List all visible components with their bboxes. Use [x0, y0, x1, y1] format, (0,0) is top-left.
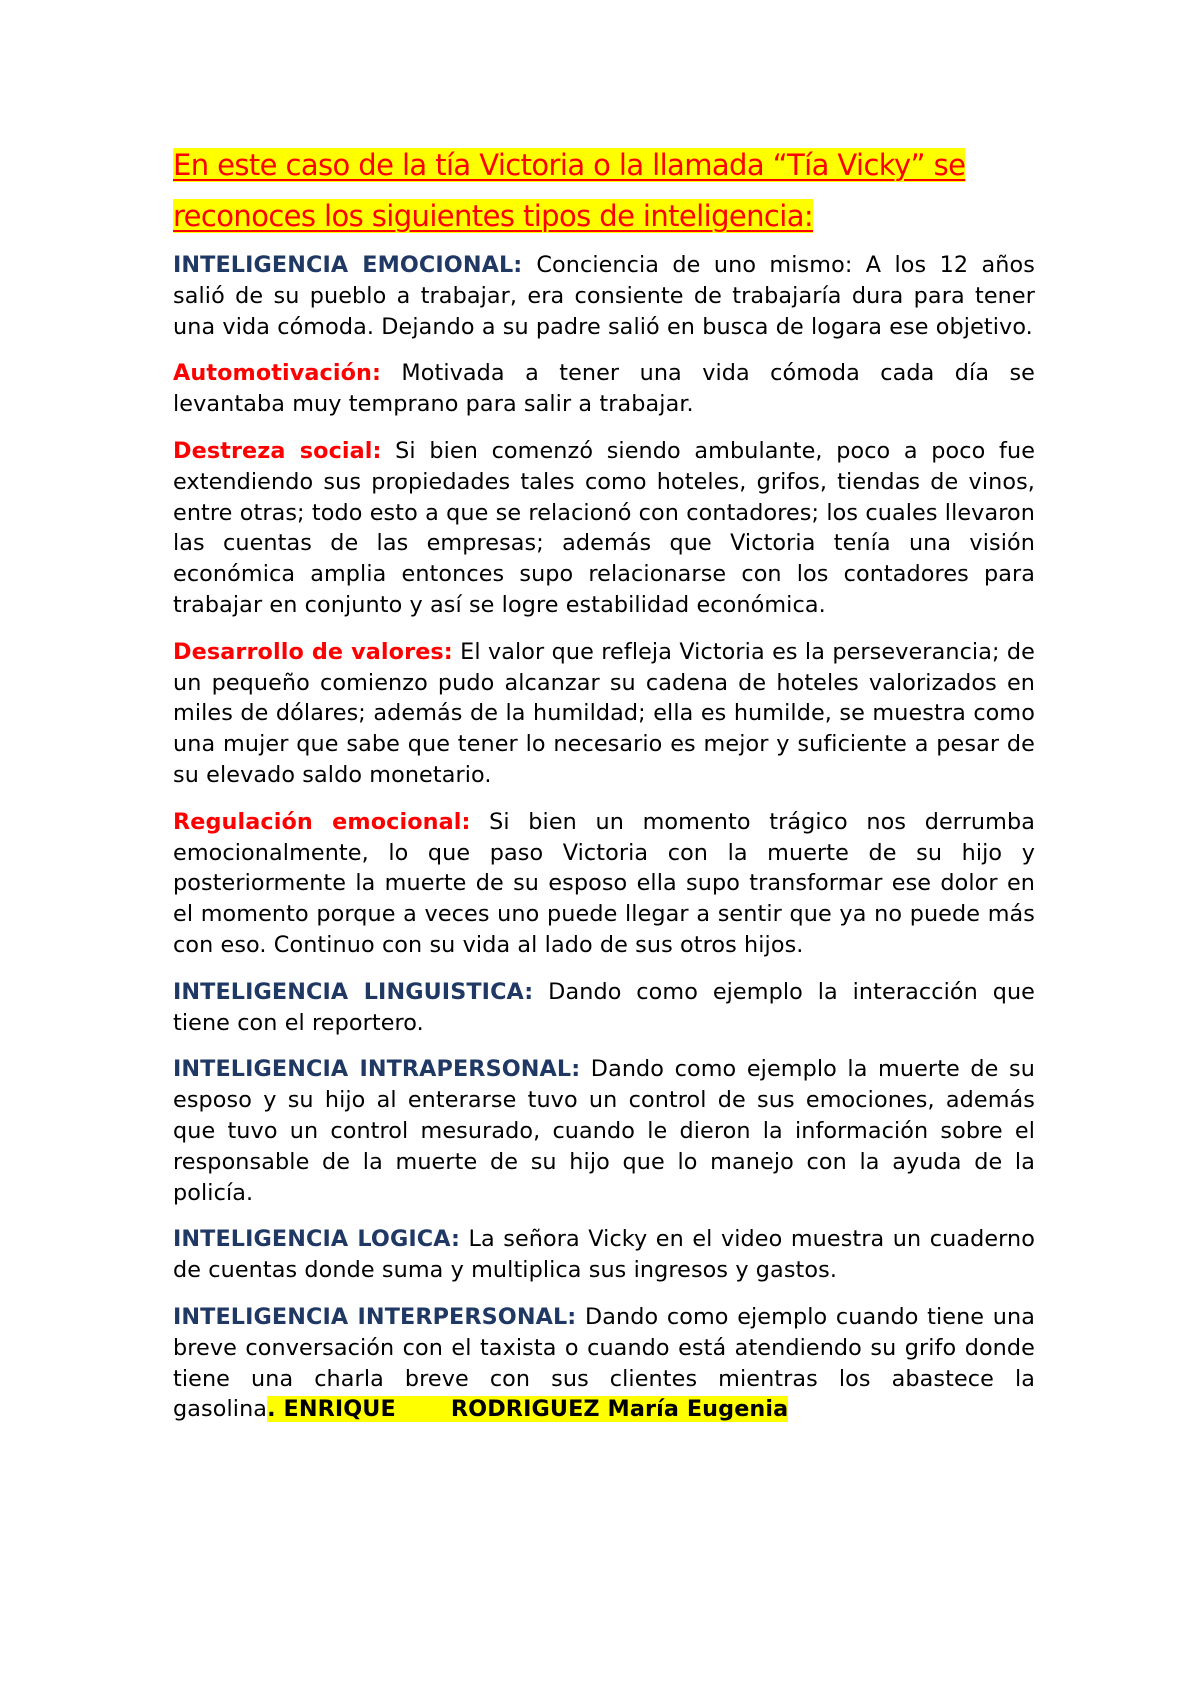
body-automotivacion: Motivada a tener una vida cómoda cada día se levantaba muy temprano para salir a trabajar.	[173, 360, 1035, 418]
heading-automotivacion: Automotivación:	[173, 360, 382, 387]
heading-regulacion-emocional: Regulación emocional:	[173, 808, 471, 835]
body-regulacion-emocional: Si bien un momento trágico nos derrumba emocionalmente, lo que paso Victoria con la muerte de su hijo y posteriormente la muerte de su esposo ella supo transformar ese dolor en el momento porque a veces uno puede llegar a sentir que ya no puede más con eso. Continuo con su vida al lado de sus otros hijos.	[173, 808, 1035, 958]
title-line-2: reconoces los siguientes tipos de inteligencia:	[173, 199, 814, 233]
title-line-1: En este caso de la tía Victoria o la llamada “Tía Vicky” se	[173, 148, 966, 182]
paragraph-inteligencia-interpersonal	[173, 1302, 1035, 1425]
body-inteligencia-intrapersonal: Dando como ejemplo la muerte de su esposo y su hijo al enterarse tuvo un control de sus emociones, además que tuvo un control mesurado, cuando le dieron la información sobre el responsable de la muerte de su hijo que lo manejo con la ayuda de la policía.	[173, 1056, 1035, 1206]
body-inteligencia-interpersonal: Dando como ejemplo cuando tiene una breve conversación con el taxista o cuando está atendiendo su grifo donde tiene una charla breve con sus clientes mientras los abastece la gasolina	[173, 1303, 1035, 1423]
paragraph-destreza-social	[173, 436, 1035, 621]
heading-inteligencia-intrapersonal: INTELIGENCIA INTRAPERSONAL:	[173, 1056, 581, 1083]
document-title	[173, 140, 1035, 242]
paragraph-inteligencia-linguistica	[173, 977, 1035, 1039]
paragraph-regulacion-emocional	[173, 807, 1035, 961]
paragraph-inteligencia-intrapersonal	[173, 1054, 1035, 1208]
heading-inteligencia-emocional: INTELIGENCIA EMOCIONAL:	[173, 252, 537, 278]
heading-destreza-social: Destreza social:	[173, 437, 382, 464]
heading-inteligencia-interpersonal: INTELIGENCIA INTERPERSONAL:	[173, 1303, 577, 1330]
paragraph-inteligencia-emocional	[173, 250, 1035, 342]
body-inteligencia-linguistica: Dando como ejemplo la interacción que tiene con el reportero.	[173, 978, 1035, 1036]
author-name: . ENRIQUE RODRIGUEZ María Eugenia	[267, 1396, 789, 1423]
body-destreza-social: Si bien comenzó siendo ambulante, poco a poco fue extendiendo sus propiedades tales como hoteles, grifos, tiendas de vinos, entre otras; todo esto a que se relacionó con contadores; los cuales llevaron las cuentas de las empresas; además que Victoria tenía una visión económica amplia entonces supo relacionarse con los contadores para trabajar en conjunto y así se logre estabilidad económica.	[173, 437, 1036, 618]
body-desarrollo-de-valores: El valor que refleja Victoria es la perseverancia; de un pequeño comienzo pudo alcanzar su cadena de hoteles valorizados en miles de dólares; además de la humildad; ella es humilde, se muestra como una mujer que sabe que tener lo necesario es mejor y suficiente a pesar de su elevado saldo monetario.	[173, 638, 1035, 788]
heading-inteligencia-linguistica: INTELIGENCIA LINGUISTICA:	[173, 978, 534, 1005]
heading-desarrollo-de-valores: Desarrollo de valores:	[173, 638, 453, 665]
body-inteligencia-emocional: Conciencia de uno mismo: A los 12 años salió de su pueblo a trabajar, era consiente de trabajaría dura para tener una vida cómoda. Dejando a su padre salió en busca de logara ese objetivo.	[173, 252, 1035, 340]
heading-inteligencia-logica: INTELIGENCIA LOGICA:	[173, 1226, 460, 1253]
paragraph-inteligencia-logica	[173, 1224, 1035, 1286]
body-inteligencia-logica: La señora Vicky en el video muestra un cuaderno de cuentas donde suma y multiplica sus ingresos y gastos.	[173, 1226, 1035, 1284]
paragraph-desarrollo-de-valores	[173, 637, 1035, 791]
paragraph-automotivacion	[173, 358, 1035, 420]
document-page	[173, 140, 1035, 1441]
